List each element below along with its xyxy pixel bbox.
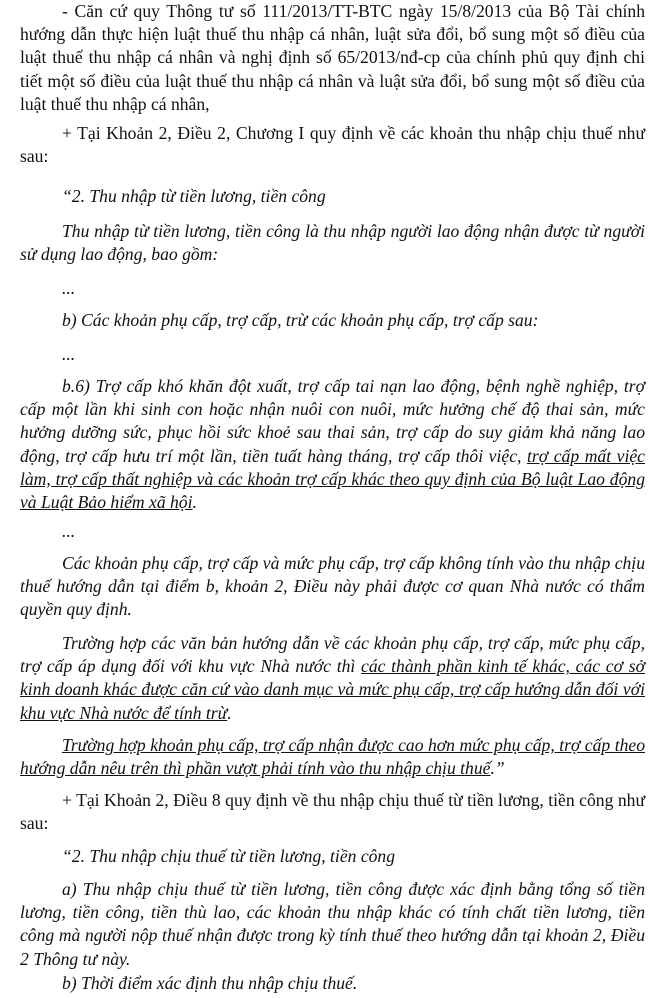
state-sector-underlined-text: các thành phần kinh tế khác, các cơ sở kinh doanh khác được căn cứ vào danh mục và mức phụ cấp, trợ cấp hướng dẫn đối với khu vực Nhà nước để tính trừ [20,656,645,723]
paragraph-b6-subsidies [20,375,645,514]
paragraph-timing-b: b) Thời điểm xác định thu nhập chịu thuế. [62,973,358,993]
paragraph-taxable-income-a: a) Thu nhập chịu thuế từ tiền lương, tiền công được xác định bằng tổng số tiền lương, tiền công, tiền thù lao, các khoản thu nhập khác có tính chất tiền lương, tiền công mà người nộp thuế nhận được trong kỳ tính thuế theo hướng dẫn tại khoản 2, Điều 2 Thông tư này. [20,879,645,969]
quote-heading-income: “2. Thu nhập từ tiền lương, tiền công [62,186,326,206]
ellipsis-2: ... [62,344,76,364]
excess-underlined-text: Trường hợp khoản phụ cấp, trợ cấp nhận được cao hơn mức phụ cấp, trợ cấp theo hướng dẫn nêu trên thì phần vượt phải tính vào thu nhập chịu thuế [20,735,645,779]
ellipsis-3: ... [62,521,76,541]
paragraph-non-taxable-allowances: Các khoản phụ cấp, trợ cấp và mức phụ cấp, trợ cấp không tính vào thu nhập chịu thuế hướng dẫn tại điểm b, khoản 2, Điều này phải được cơ quan Nhà nước có thẩm quyền quy định. [20,553,645,620]
paragraph-income-definition: Thu nhập từ tiền lương, tiền công là thu nhập người lao động nhận được từ người sử dụng lao động, bao gồm: [20,221,645,265]
paragraph-excess-allowance [20,734,645,780]
quote-heading-taxable-income: “2. Thu nhập chịu thuế từ tiền lương, tiền công [62,846,396,866]
b6-period: . [192,492,197,513]
paragraph-clause-2-article-8: + Tại Khoản 2, Điều 8 quy định về thu nhập chịu thuế từ tiền lương, tiền công như sau: [20,790,645,834]
b6-underlined-text: trợ cấp mất việc làm, trợ cấp thất nghiệp và các khoản trợ cấp khác theo quy định của Bộ luật Lao động và Luật Bảo hiểm xã hội [20,445,645,513]
state-sector-text: Trường hợp các văn bản hướng dẫn về các khoản phụ cấp, trợ cấp, mức phụ cấp, trợ cấp áp dụng đối với khu vực Nhà nước thì [20,633,645,677]
paragraph-legal-basis: - Căn cứ quy Thông tư số 111/2013/TT-BTC ngày 15/8/2013 của Bộ Tài chính hướng dẫn thực hiện luật thuế thu nhập cá nhân, luật sửa đổi, bổ sung một số điều của luật thuế thu nhập cá nhân và nghị định số 65/2013/nđ-cp của chính phủ quy định chi tiết một số điều của luật thuế thu nhập cá nhân và luật sửa đổi, bổ sung một số điều của luật thuế thu nhập cá nhân, [20,1,645,114]
paragraph-allowances-b: b) Các khoản phụ cấp, trợ cấp, trừ các khoản phụ cấp, trợ cấp sau: [62,310,539,330]
ellipsis-1: ... [62,278,76,298]
excess-closing-quote: .” [490,758,505,779]
b6-text: b.6) Trợ cấp khó khăn đột xuất, trợ cấp tai nạn lao động, bệnh nghề nghiệp, trợ cấp một lần khi sinh con hoặc nhận nuôi con nuôi, mức hưởng chế độ thai sản, mức hưởng dưỡng sức, phục hồi sức khoẻ sau thai sản, trợ cấp do suy giảm khả năng lao động, trợ cấp hưu trí một lần, tiền tuất hàng tháng, trợ cấp thôi việc, [20,376,645,466]
state-sector-period: . [227,702,232,723]
paragraph-clause-2-article-2: + Tại Khoản 2, Điều 2, Chương I quy định về các khoản thu nhập chịu thuế như sau: [20,123,645,167]
paragraph-state-sector-guidance [20,632,645,725]
